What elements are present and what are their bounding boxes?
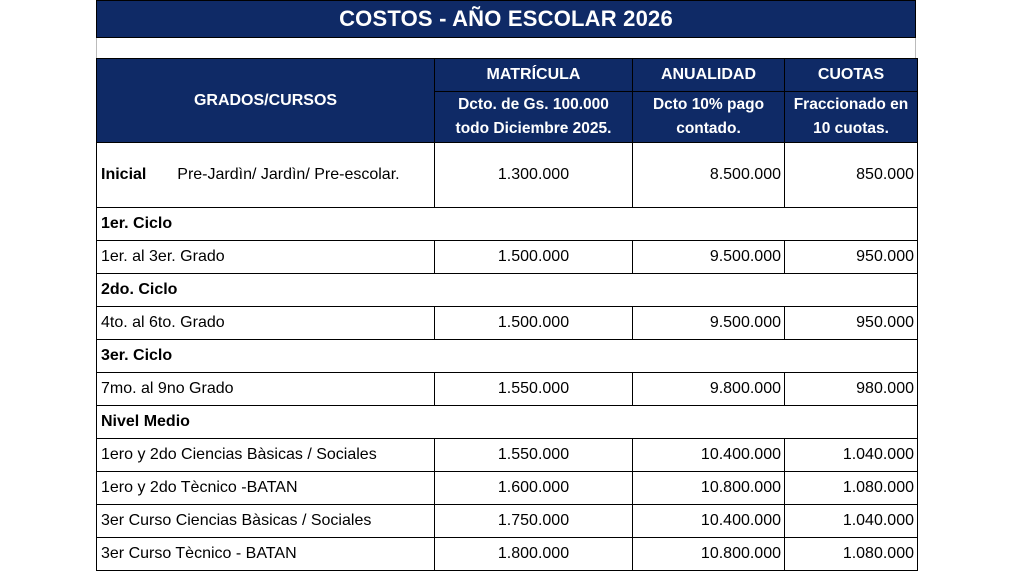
- table-row: [97, 439, 918, 472]
- section-row-2do-ciclo: [97, 274, 918, 307]
- anualidad-cell: 9.500.000: [633, 241, 785, 274]
- matricula-note: [435, 92, 633, 143]
- table-row: [97, 472, 918, 505]
- cuotas-note-line1: Fraccionado en: [793, 96, 909, 113]
- anualidad-cell: 10.800.000: [633, 538, 785, 571]
- header-grados: GRADOS/CURSOS: [97, 59, 435, 143]
- anualidad-cell: 10.400.000: [633, 439, 785, 472]
- inicial-level: Inicial: [101, 166, 147, 183]
- inicial-cuotas: 850.000: [785, 143, 918, 208]
- section-row-nivel-medio: [97, 406, 918, 439]
- section-label: Nivel Medio: [97, 406, 918, 439]
- table-row: [97, 241, 918, 274]
- matricula-cell: 1.550.000: [435, 439, 633, 472]
- grado-cell: 3er Curso Ciencias Bàsicas / Sociales: [97, 505, 435, 538]
- page-title: COSTOS - AÑO ESCOLAR 2026: [96, 0, 916, 38]
- anualidad-note-line2: contado.: [676, 120, 741, 137]
- matricula-cell: 1.800.000: [435, 538, 633, 571]
- table-row-inicial: [97, 143, 918, 208]
- grado-cell: 1er. al 3er. Grado: [97, 241, 435, 274]
- anualidad-note-line1: Dcto 10% pago: [652, 96, 765, 113]
- inicial-anualidad: 8.500.000: [633, 143, 785, 208]
- table-row: [97, 538, 918, 571]
- matricula-cell: 1.500.000: [435, 307, 633, 340]
- cuotas-note: [785, 92, 918, 143]
- cuotas-cell: 950.000: [785, 241, 918, 274]
- cuotas-cell: 1.080.000: [785, 538, 918, 571]
- matricula-cell: 1.500.000: [435, 241, 633, 274]
- anualidad-cell: 10.400.000: [633, 505, 785, 538]
- table-row: [97, 373, 918, 406]
- section-label: 2do. Ciclo: [97, 274, 918, 307]
- grado-cell: 7mo. al 9no Grado: [97, 373, 435, 406]
- anualidad-note: [633, 92, 785, 143]
- costs-table: [96, 58, 918, 571]
- inicial-desc: Pre-Jardìn/ Jardìn/ Pre-escolar.: [177, 166, 400, 183]
- grado-cell: 4to. al 6to. Grado: [97, 307, 435, 340]
- inicial-matricula: 1.300.000: [435, 143, 633, 208]
- grado-cell: 1ero y 2do Ciencias Bàsicas / Sociales: [97, 439, 435, 472]
- cuotas-cell: 980.000: [785, 373, 918, 406]
- matricula-note-line1: Dcto. de Gs. 100.000: [458, 96, 609, 113]
- section-row-3er-ciclo: [97, 340, 918, 373]
- matricula-cell: 1.600.000: [435, 472, 633, 505]
- cuotas-cell: 1.040.000: [785, 505, 918, 538]
- cuotas-cell: 1.040.000: [785, 439, 918, 472]
- matricula-cell: 1.550.000: [435, 373, 633, 406]
- cuotas-cell: 1.080.000: [785, 472, 918, 505]
- spacer-band: [96, 38, 916, 58]
- header-anualidad: ANUALIDAD: [633, 59, 785, 92]
- anualidad-cell: 9.800.000: [633, 373, 785, 406]
- inicial-cell: [97, 143, 435, 208]
- matricula-cell: 1.750.000: [435, 505, 633, 538]
- anualidad-cell: 10.800.000: [633, 472, 785, 505]
- grado-cell: 1ero y 2do Tècnico -BATAN: [97, 472, 435, 505]
- table-row: [97, 505, 918, 538]
- table-row: [97, 307, 918, 340]
- matricula-note-line2: todo Diciembre 2025.: [455, 120, 612, 137]
- anualidad-cell: 9.500.000: [633, 307, 785, 340]
- header-cuotas: CUOTAS: [785, 59, 918, 92]
- section-row-1er-ciclo: [97, 208, 918, 241]
- section-label: 1er. Ciclo: [97, 208, 918, 241]
- section-label: 3er. Ciclo: [97, 340, 918, 373]
- cuotas-cell: 950.000: [785, 307, 918, 340]
- cuotas-note-line2: 10 cuotas.: [813, 120, 889, 137]
- header-matricula: MATRÍCULA: [435, 59, 633, 92]
- grado-cell: 3er Curso Tècnico - BATAN: [97, 538, 435, 571]
